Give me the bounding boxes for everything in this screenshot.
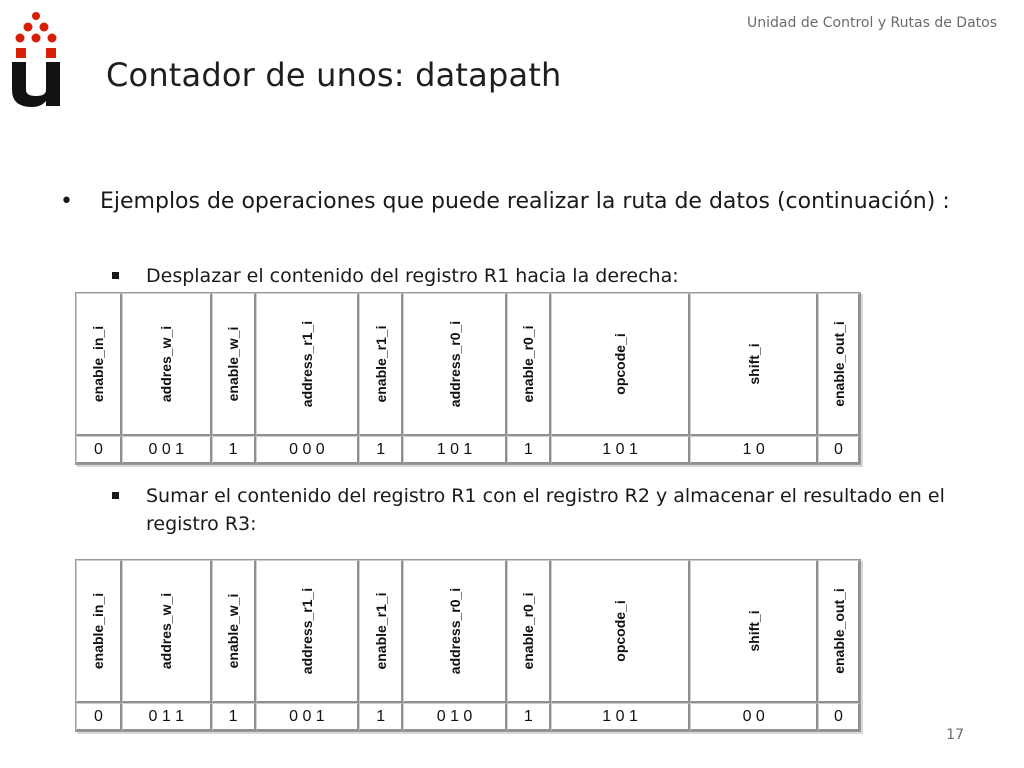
header-cell: [76, 560, 122, 703]
value-cell: 0: [818, 703, 860, 731]
value-cell: 0 1 1: [122, 703, 212, 731]
header-cell: [76, 293, 122, 436]
value-cell: 0 0 1: [122, 436, 212, 464]
university-crest-logo: [10, 10, 62, 108]
header-cell: [403, 560, 507, 703]
header-label: enable_in_i: [90, 325, 107, 403]
value-cell: 0: [818, 436, 860, 464]
header-label: enable_out_i: [830, 321, 847, 407]
bullet-dot-icon: •: [60, 189, 73, 214]
main-bullet: [60, 186, 960, 218]
header-cell: [256, 560, 360, 703]
header-cell: [690, 293, 818, 436]
value-cell: 0 0 0: [256, 436, 360, 464]
header-cell: [212, 293, 256, 436]
header-cell: [359, 560, 403, 703]
header-cell: [359, 293, 403, 436]
header-label: opcode_i: [612, 600, 629, 662]
header-label: enable_in_i: [90, 592, 107, 670]
header-cell: [507, 560, 551, 703]
header-cell: [256, 293, 360, 436]
header-label: enable_r1_i: [372, 592, 389, 670]
header-label: enable_r0_i: [520, 592, 537, 670]
header-cell: [507, 293, 551, 436]
value-cell: 1: [507, 436, 551, 464]
slide-title: Contador de unos: datapath: [106, 56, 562, 94]
header-cell: [551, 293, 691, 436]
sub-bullet-add: [112, 482, 972, 538]
header-label: address_r0_i: [446, 320, 463, 408]
value-cell: 1: [212, 703, 256, 731]
control-signals-table-add: [75, 559, 861, 732]
course-title: Unidad de Control y Rutas de Datos: [747, 15, 997, 31]
header-label: opcode_i: [612, 333, 629, 395]
header-label: addres_w_i: [158, 592, 175, 670]
header-cell: [122, 293, 212, 436]
table-row: [76, 436, 860, 464]
value-cell: 0 0: [690, 703, 818, 731]
square-bullet-icon: [112, 272, 119, 279]
header-cell: [818, 293, 860, 436]
value-cell: 0 1 0: [403, 703, 507, 731]
header-cell: [690, 560, 818, 703]
value-cell: 0: [76, 703, 122, 731]
header-label: shift_i: [745, 610, 762, 652]
value-cell: 1: [212, 436, 256, 464]
sub-bullet-text: Desplazar el contenido del registro R1 hacia la derecha:: [146, 265, 679, 287]
value-cell: 1 0 1: [551, 436, 691, 464]
value-cell: 1 0 1: [403, 436, 507, 464]
table-row: [76, 703, 860, 731]
header-label: address_r0_i: [446, 587, 463, 675]
value-cell: 0: [76, 436, 122, 464]
header-label: enable_r0_i: [520, 325, 537, 403]
value-cell: 1: [359, 703, 403, 731]
sub-bullet-text: Sumar el contenido del registro R1 con el registro R2 y almacenar el resultado en el registro R3:: [146, 485, 945, 535]
header-label: enable_w_i: [225, 593, 242, 669]
header-label: enable_out_i: [830, 588, 847, 674]
main-bullet-text: Ejemplos de operaciones que puede realizar la ruta de datos (continuación) :: [100, 189, 950, 214]
table-header-row: [76, 293, 860, 436]
header-cell: [551, 560, 691, 703]
header-label: shift_i: [745, 343, 762, 385]
header-cell: [122, 560, 212, 703]
header-label: enable_r1_i: [372, 325, 389, 403]
header-label: address_r1_i: [298, 587, 315, 675]
value-cell: 0 0 1: [256, 703, 360, 731]
control-signals-table-shift: [75, 292, 861, 465]
table-header-row: [76, 560, 860, 703]
header-label: enable_w_i: [225, 326, 242, 402]
page-number: 17: [946, 727, 964, 743]
sub-bullet-shift: [112, 262, 972, 290]
header-cell: [818, 560, 860, 703]
header-label: addres_w_i: [158, 325, 175, 403]
header-cell: [212, 560, 256, 703]
square-bullet-icon: [112, 492, 119, 499]
value-cell: 1: [359, 436, 403, 464]
value-cell: 1 0: [690, 436, 818, 464]
header-label: address_r1_i: [298, 320, 315, 408]
value-cell: 1: [507, 703, 551, 731]
value-cell: 1 0 1: [551, 703, 691, 731]
header-cell: [403, 293, 507, 436]
